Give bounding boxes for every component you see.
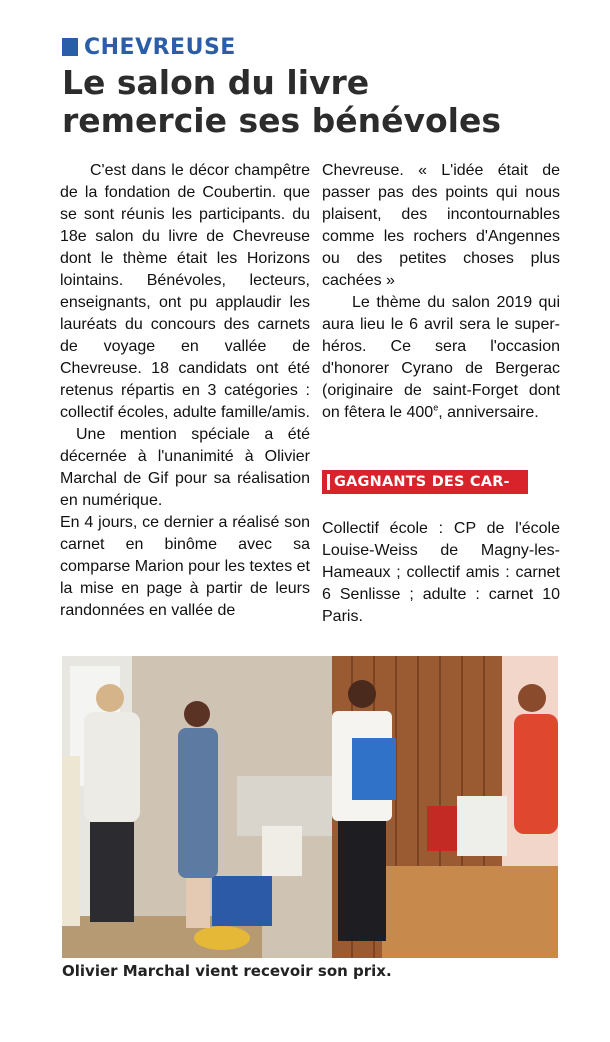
section-square-icon bbox=[62, 38, 78, 56]
section-label: CHEVREUSE bbox=[84, 34, 236, 60]
winners-subheading-label: GAGNANTS DES CAR- bbox=[334, 474, 510, 490]
article-body-left-column bbox=[60, 160, 310, 656]
winners-list bbox=[322, 518, 560, 628]
body-text: Le thème du salon 2019 qui aura lieu le 6 avril sera le super-héros. Ce sera l'occasion d'honorer Cyrano de Bergerac (originaire de saint-Forget dont on fêtera le 400 bbox=[322, 294, 560, 421]
subheading-bar-icon bbox=[327, 474, 330, 490]
article-photo bbox=[62, 656, 558, 958]
body-paragraph: En 4 jours, ce dernier a réalisé son carnet en binôme avec sa comparse Marion pour les textes et la mise en page à partir de leurs randonnées en vallée de bbox=[60, 514, 310, 619]
article-headline bbox=[62, 64, 562, 140]
body-text: , anniversaire. bbox=[438, 404, 539, 421]
article-body-right-column bbox=[322, 160, 560, 428]
winners-subheading bbox=[322, 470, 528, 494]
winners-text: Collectif école : CP de l'école Louise-Weiss de Magny-les-Hameaux ; collectif amis : carnet 6 Senlisse ; adulte : carnet 10 Paris. bbox=[322, 520, 560, 625]
body-paragraph bbox=[322, 292, 560, 424]
body-paragraph: C'est dans le décor champêtre de la fondation de Coubertin. que se sont réunis les participants. du 18e salon du livre de Chevreuse dont le thème était les Horizons lointains. Bénévoles, lecteurs, enseignants, ont pu applaudir les lauréats du concours des carnets de voyage en vallée de Chevreuse. 18 candidats ont été retenus répartis en 3 catégories : collectif écoles, adulte famille/amis. bbox=[60, 162, 310, 421]
section-kicker bbox=[62, 34, 236, 60]
body-paragraph: Chevreuse. « L'idée était de passer pas des points qui nous plaisent, des incontournables comme les rochers d'Angennes ou des petites choses plus cachées » bbox=[322, 162, 560, 289]
ordinal-superscript: e bbox=[433, 402, 439, 413]
headline-line-2: remercie ses bénévoles bbox=[62, 101, 501, 140]
photo-illustration bbox=[62, 656, 558, 958]
headline-line-1: Le salon du livre bbox=[62, 63, 370, 102]
photo-caption: Olivier Marchal vient recevoir son prix. bbox=[62, 962, 392, 980]
body-paragraph: Une mention spéciale a été décernée à l'unanimité à Olivier Marchal de Gif pour sa réalisation en numérique. bbox=[60, 426, 310, 509]
